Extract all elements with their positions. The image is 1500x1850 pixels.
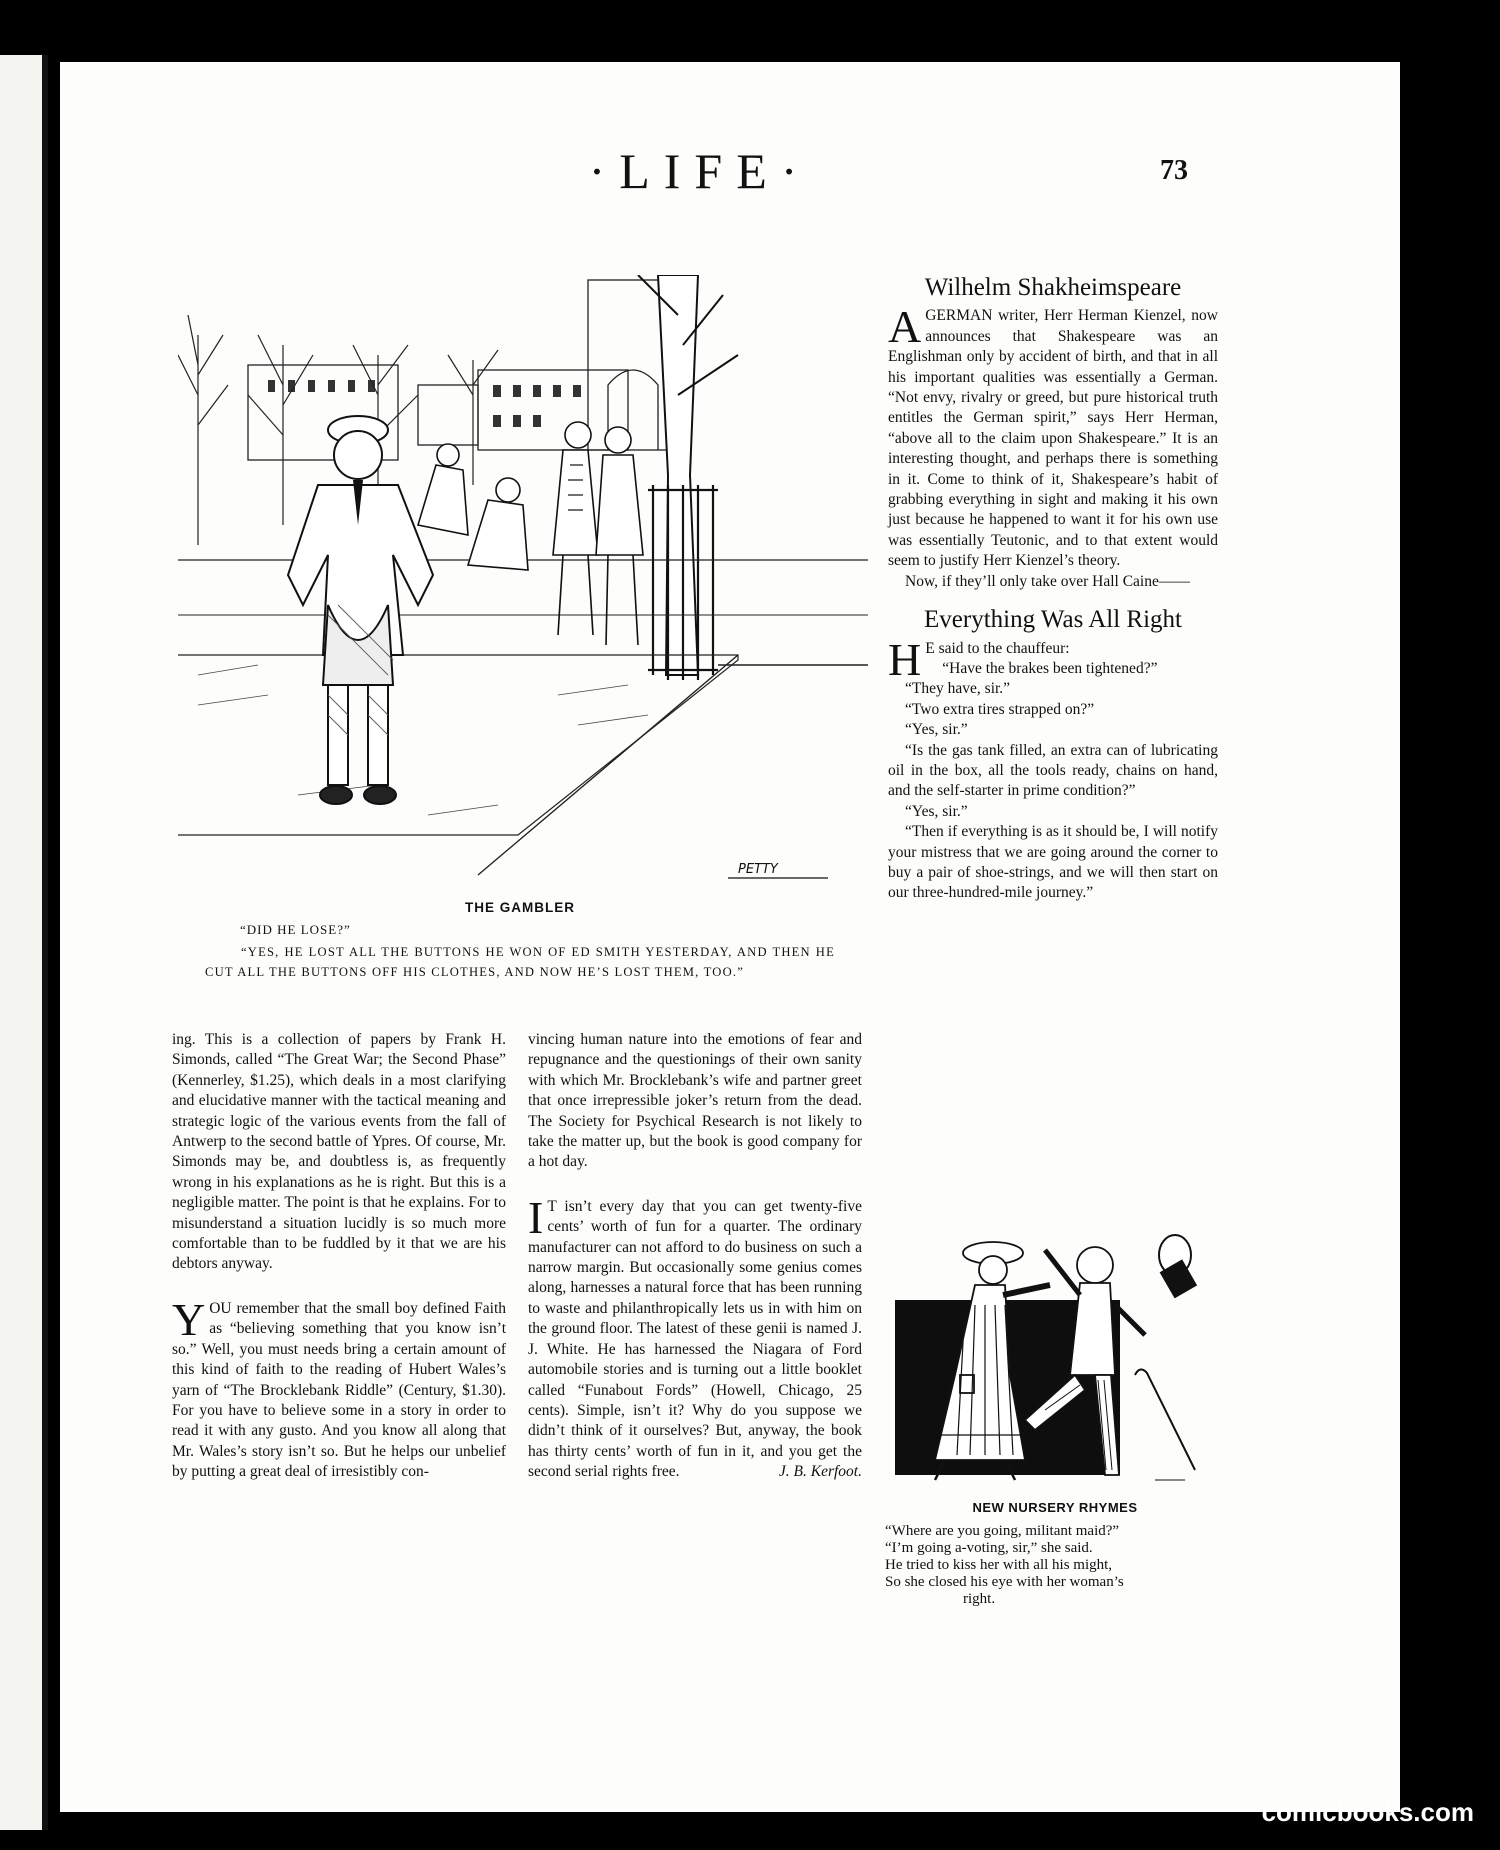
drop-cap: I [528,1191,544,1243]
headline-everything-all-right: Everything Was All Right [924,606,1182,634]
chauffeur-line-1-text: E said to the chauffeur: [925,639,1070,657]
rhyme-line-5: right. [963,1591,996,1607]
chauffeur-line-8: “Then if everything is as it should be, I will notify your mistress that we are going around the corner to buy a pair of shoe-strings, and we will then start on our three-hundred-mile journey.” [888,823,1218,902]
nursery-rhyme [885,1523,1215,1608]
page-number: 73 [1160,155,1188,186]
author-signature: J. B. Kerfoot. [778,1463,862,1481]
column-3 [888,274,1218,904]
left-page-edge [0,55,48,1830]
chauffeur-line-7: “Yes, sir.” [905,802,968,820]
chauffeur-line-5: “Yes, sir.” [905,721,968,739]
shakheimspeare-paragraph-1-text: GERMAN writer, Herr Herman Kienzel, now announces that Shakespeare was an Englishman only by accident of birth, and that in all his important qualities was essentially a German. “Not envy, rivalry or greed, but pure historical truth entitles the German spirit,” says Herr Herman, “above all to the claim upon Shakespeare.” It is an interesting thought, and perhaps there is something in it. Come to think of it, Shakespeare’s habit of grabbing everything in sight and making it his own just because he happened to want it for his own use was essentially Teutonic, and to that extent would seem to justify Herr Kienzel’s theory. [888,307,1218,570]
rhyme-line-4: So she closed his eye with her woman’s [885,1574,1124,1590]
nursery-title: NEW NURSERY RHYMES [972,1500,1138,1515]
drop-cap: H [888,633,922,685]
gambler-caption-question: “DID HE LOSE?” [240,922,351,937]
chauffeur-line-6: “Is the gas tank filled, an extra can of lubricating oil in the box, all the tools ready, chains on hand, and the self-starter in prime condition?” [888,741,1218,800]
rhyme-line-2: “I’m going a-voting, sir,” she said. [885,1540,1093,1556]
artist-signature: PETTY [738,862,778,877]
column-1-paragraph-1: ing. This is a collection of papers by Frank H. Simonds, called “The Great War; the Second Phase” (Kennerley, $1.25), which deals in a most clarifying and elucidative manner with the tactical meaning and strategic logic of the various events from the fall of Antwerp to the second battle of Ypres. Of course, Mr. Simonds may be, and doubtless is, as frequently wrong in his explanations as he is right. But this is a negligible matter. The point is that he explains. For to misunderstand a situation lucidly is so much more comfortable than to be fuddled by it that we are his debtors anyway. [172,1031,506,1273]
chauffeur-line-4: “Two extra tires strapped on?” [905,700,1095,718]
column-2-paragraph-2-text: T isn’t every day that you can get twenty-five cents’ worth of fun for a quarter. The ordinary manufacturer can not afford to do business on such a narrow margin. But occasionally some genius comes along, harnesses a natural force that has been running to waste and philanthropically lets us in with him on the ground floor. The latest of these genii is named J. J. White. He has harnessed the Niagara of Ford automobile stories and is turning out a little booklet called “Funabout Fords” (Howell, Chicago, 25 cents). Simple, isn’t it? Why do you suppose we didn’t think of it ourselves? But, anyway, the book has thirty cents’ worth of fun in it, and you get the second serial rights free. [528,1197,862,1481]
headline-shakheimspeare: Wilhelm Shakheimspeare [924,274,1182,301]
drop-cap: A [888,301,922,353]
chauffeur-line-3: “They have, sir.” [905,680,1011,698]
column-2 [528,1030,862,1483]
gambler-caption-answer: “YES, HE LOST ALL THE BUTTONS HE WON OF ED SMITH YESTERDAY, AND THEN HE CUT ALL THE BUTTONS OFF HIS CLOTHES, AND NOW HE’S LOST THEM, TOO.” [205,945,835,979]
drop-cap: Y [172,1293,206,1345]
watermark: comicbooks.com [1261,1797,1474,1827]
masthead: ·LIFE· [588,143,812,199]
shakheimspeare-paragraph-1 [888,301,1218,571]
rhyme-line-3: He tried to kiss her with all his might, [885,1557,1113,1573]
column-1 [172,1030,506,1483]
column-2-paragraph-2 [528,1191,862,1483]
column-1-paragraph-2-text: OU remember that the small boy defined Faith as “believing something that you know isn’t so.” Well, you must needs bring a certain amount of this kind of faith to the reading of Hubert Wales’s yarn of “The Brocklebank Riddle” (Century, $1.30). For you have to believe some in a story in order to read it with any gusto. And you know all along that Mr. Wales’s story isn’t so. But he helps our unbelief by putting a great deal of irresistibly con- [172,1299,506,1481]
rhyme-line-1: “Where are you going, militant maid?” [885,1523,1120,1539]
chauffeur-line-2: “Have the brakes been tightened?” [942,659,1158,677]
column-1-paragraph-2 [172,1293,506,1483]
shakheimspeare-paragraph-2: Now, if they’ll only take over Hall Caine—— [905,572,1190,590]
gambler-caption-title: THE GAMBLER [465,900,575,915]
column-2-paragraph-1: vincing human nature into the emotions of fear and repugnance and the questionings of their own sanity with which Mr. Brocklebank’s wife and partner greet that once irrepressible joker’s return from the dead. The Society for Psychical Research is not likely to take the matter up, but the book is good company for a hot day. [528,1031,862,1171]
militant-maid-illustration [875,1225,1210,1493]
gambler-illustration [178,275,868,890]
